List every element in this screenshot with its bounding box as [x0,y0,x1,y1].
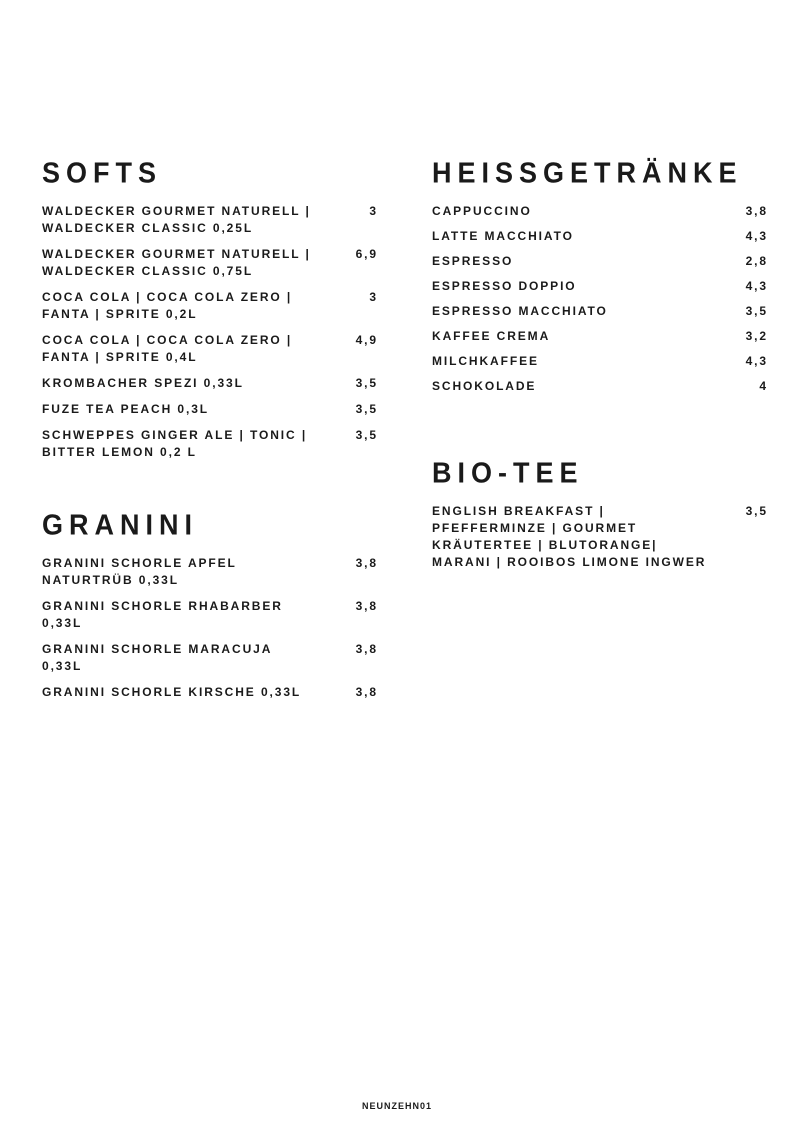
item-price: 3,8 [355,599,378,613]
item-price: 4,3 [745,229,768,243]
section-title-bio-tee: BIO-TEE [432,457,584,489]
item-name: GRANINI SCHORLE APFEL NATURTRÜB 0,33L [42,556,237,587]
item-price: 3,5 [355,376,378,390]
section-heissgetraenke [432,155,768,395]
item-name: LATTE MACCHIATO [432,229,574,243]
menu-item [42,289,378,323]
section-title-softs: SOFTS [42,157,163,189]
menu-item [42,641,378,675]
menu-item [42,684,378,701]
menu-item [432,328,768,345]
item-price: 4,9 [355,333,378,347]
item-price: 3,5 [355,402,378,416]
section-bio-tee [432,455,768,571]
item-price: 6,9 [355,247,378,261]
section-title-heissgetraenke: HEISSGETRÄNKE [432,157,743,189]
item-name: COCA COLA | COCA COLA ZERO | FANTA | SPRITE 0,4L [42,333,293,364]
menu-item [432,378,768,395]
item-name: SCHWEPPES GINGER ALE | TONIC | BITTER LEMON 0,2 L [42,428,308,459]
item-name: GRANINI SCHORLE KIRSCHE 0,33L [42,685,302,699]
menu-item [432,353,768,370]
menu-item [432,503,768,571]
menu-item [432,228,768,245]
item-name: ENGLISH BREAKFAST | PFEFFERMINZE | GOURMET KRÄUTERTEE | BLUTORANGE| MARANI | ROOIBOS LIMONE INGWER [432,504,707,569]
item-name: ESPRESSO [432,254,514,268]
item-name: SCHOKOLADE [432,379,537,393]
section-granini [42,507,378,701]
right-column [432,155,768,580]
item-price: 3,5 [355,428,378,442]
item-price: 3,8 [355,556,378,570]
section-softs [42,155,378,461]
menu-item [42,555,378,589]
item-name: WALDECKER GOURMET NATURELL | WALDECKER CLASSIC 0,25L [42,204,311,235]
item-name: CAPPUCCINO [432,204,532,218]
item-name: WALDECKER GOURMET NATURELL | WALDECKER CLASSIC 0,75L [42,247,311,278]
item-name: ESPRESSO MACCHIATO [432,304,608,318]
item-price: 3 [369,290,378,304]
menu-item [42,598,378,632]
item-price: 3,5 [745,304,768,318]
item-price: 3,8 [355,685,378,699]
menu-item [42,332,378,366]
item-price: 3,8 [745,204,768,218]
item-price: 4,3 [745,354,768,368]
item-name: COCA COLA | COCA COLA ZERO | FANTA | SPRITE 0,2L [42,290,293,321]
item-name: MILCHKAFFEE [432,354,539,368]
menu-item [432,253,768,270]
menu-item [42,246,378,280]
item-name: ESPRESSO DOPPIO [432,279,577,293]
menu-item [42,375,378,392]
left-column [42,155,378,710]
item-name: KAFFEE CREMA [432,329,551,343]
item-price: 3,2 [745,329,768,343]
menu-item [42,401,378,418]
item-price: 4 [759,379,768,393]
item-price: 4,3 [745,279,768,293]
item-name: GRANINI SCHORLE RHABARBER 0,33L [42,599,283,630]
menu-item [432,303,768,320]
menu-item [42,203,378,237]
item-price: 3 [369,204,378,218]
item-name: FUZE TEA PEACH 0,3L [42,402,210,416]
section-title-granini: GRANINI [42,509,198,541]
item-price: 3,8 [355,642,378,656]
item-name: GRANINI SCHORLE MARACUJA 0,33L [42,642,272,673]
menu-item [432,203,768,220]
item-price: 3,5 [745,504,768,518]
item-price: 2,8 [745,254,768,268]
menu-item [42,427,378,461]
menu-item [432,278,768,295]
item-name: KROMBACHER SPEZI 0,33L [42,376,244,390]
footer-brand: NEUNZEHN01 [361,1101,432,1111]
